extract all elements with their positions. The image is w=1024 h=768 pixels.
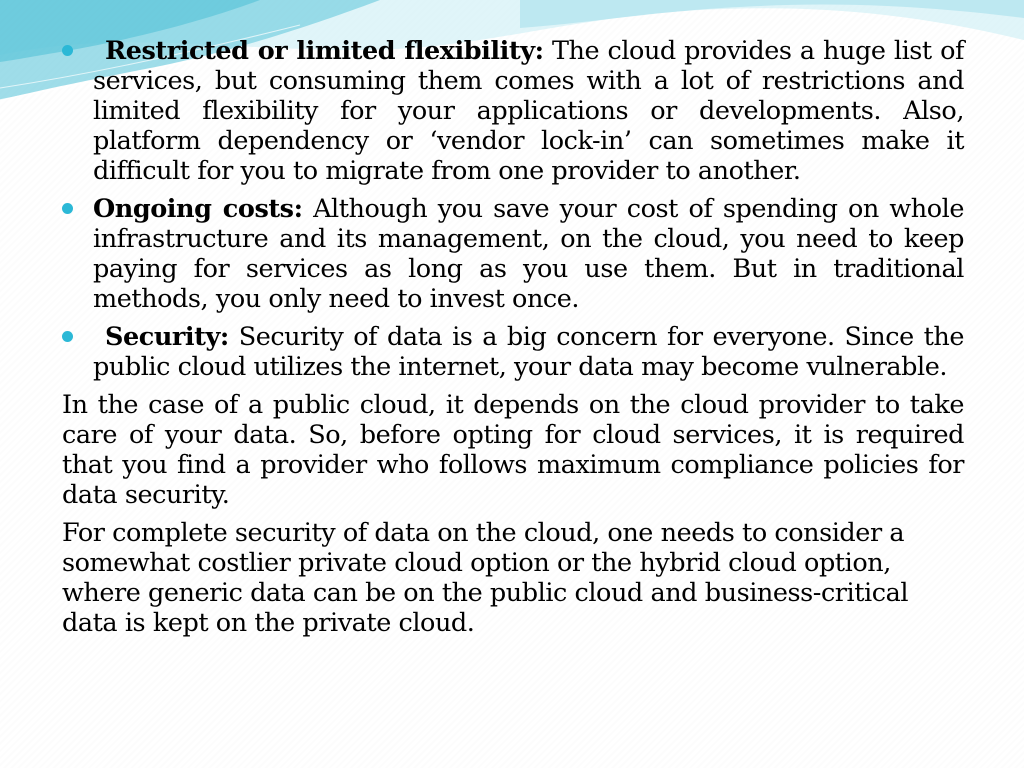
bullet-text	[93, 36, 964, 186]
bullet-text	[93, 322, 964, 382]
bullet-dot-icon	[62, 203, 73, 214]
bullet-term: Security:	[105, 322, 229, 352]
bullet-item	[62, 36, 964, 186]
bullet-term: Restricted or limited flexibility:	[105, 36, 544, 66]
bullet-body: Security of data is a big concern for everyone. Since the public cloud utilizes the internet, your data may become vulnerable.	[93, 322, 965, 382]
bullet-item	[62, 194, 964, 314]
bullet-body: Although you save your cost of spending on whole infrastructure and its management, on the cloud, you need to keep paying for services as long as you use them. But in traditional methods, you only need to invest once.	[93, 194, 964, 314]
bullet-item	[62, 322, 964, 382]
bullet-body: The cloud provides a huge list of services, but consuming them comes with a lot of restrictions and limited flexibility for your applications or developments. Also, platform dependency or ‘vendor lock-in’ can sometimes make it difficult for you to migrate from one provider to another.	[93, 36, 965, 186]
body-paragraph: For complete security of data on the cloud, one needs to consider a somewhat costlier private cloud option or the hybrid cloud option, where generic data can be on the public cloud and business-critical data is kept on the private cloud.	[62, 518, 909, 638]
slide-content	[62, 36, 964, 646]
bullet-term: Ongoing costs:	[93, 194, 303, 224]
body-paragraph: In the case of a public cloud, it depends on the cloud provider to take care of your data. So, before opting for cloud services, it is required that you find a provider who follows maximum compliance policies for data security.	[62, 390, 964, 510]
bullet-dot-icon	[62, 331, 73, 342]
bullet-text	[93, 194, 964, 314]
bullet-dot-icon	[62, 45, 73, 56]
